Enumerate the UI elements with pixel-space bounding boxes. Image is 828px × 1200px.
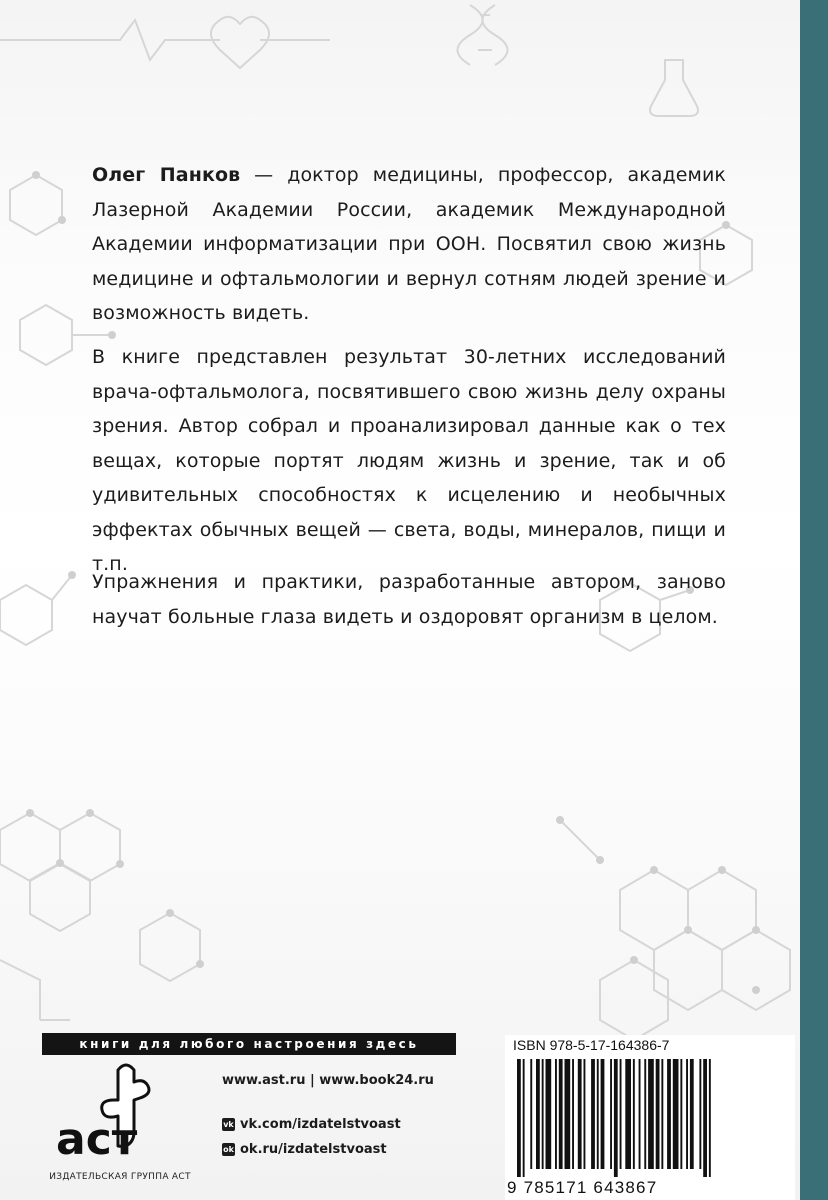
barcode-bar <box>614 1059 618 1177</box>
barcode <box>513 1059 783 1177</box>
barcode-bar <box>584 1059 586 1169</box>
publisher-caption: ИЗДАТЕЛЬСКАЯ ГРУППА АСТ <box>49 1172 191 1182</box>
barcode-bar <box>644 1059 646 1169</box>
barcode-bar <box>591 1059 595 1169</box>
barcode-bar <box>633 1059 635 1169</box>
barcode-bar <box>536 1059 540 1169</box>
barcode-bar <box>530 1059 532 1169</box>
isbn-barcode-area <box>505 1035 795 1200</box>
barcode-bar <box>620 1059 622 1169</box>
author-bio-text: — доктор медицины, профессор, академик Лазерной Академии России, академик Международной Академии информатизации при ООН. Посвятил свою жизнь медицине и офтальмологии и вернул сотням людей зрение и возможность видеть. <box>92 164 727 324</box>
barcode-bar <box>610 1059 612 1169</box>
barcode-bar <box>667 1059 671 1169</box>
barcode-bar <box>597 1059 599 1169</box>
barcode-bar <box>578 1059 582 1169</box>
molecule-icon <box>10 175 62 235</box>
book-description-text: В книге представлен результат 30-летних исследований врача-офтальмолога, посвятившего свою жизнь делу охраны зрения. Автор собрал и проанализировал данные как о тех вещах, которые портят людям жизнь и зрение, так и об удивительных способностях к исцелению и необычных эффектах обычных вещей — света, воды, минералов, пищи и т.п. <box>92 346 726 575</box>
barcode-bar <box>686 1059 688 1169</box>
barcode-bar <box>523 1059 525 1177</box>
ok-link[interactable] <box>222 1142 387 1157</box>
barcode-bar <box>559 1059 563 1169</box>
ok-icon: ok <box>223 1145 234 1154</box>
vk-link[interactable] <box>222 1117 401 1132</box>
author-bio-paragraph <box>92 158 726 331</box>
pulse-line <box>0 20 220 60</box>
logo-text: аст <box>56 1114 138 1165</box>
book-exercises-paragraph <box>92 565 726 634</box>
vk-link-text[interactable]: vk.com/izdatelstvoast <box>240 1117 401 1132</box>
isbn-number: ISBN 978-5-17-164386-7 <box>513 1037 670 1053</box>
barcode-digits: 9 785171 643867 <box>507 1178 658 1197</box>
author-name: Олег Панков <box>92 164 241 186</box>
book-exercises-text: Упражнения и практики, разработанные автором, заново научат больные глаза видеть и оздоровят организм в целом. <box>92 571 726 628</box>
website-links[interactable] <box>222 1073 434 1088</box>
barcode-bar <box>661 1059 663 1169</box>
barcode-bar <box>565 1059 571 1169</box>
vk-icon: vk <box>223 1120 234 1129</box>
flask-icon <box>650 60 698 116</box>
barcode-bar <box>546 1059 552 1169</box>
website-links-text[interactable]: www.ast.ru | www.book24.ru <box>222 1073 434 1088</box>
barcode-bar <box>542 1059 544 1169</box>
barcode-bar <box>709 1059 711 1177</box>
barcode-bar <box>555 1059 557 1169</box>
barcode-bar <box>517 1059 521 1177</box>
barcode-bar <box>601 1059 605 1169</box>
barcode-bar <box>673 1059 679 1169</box>
barcode-bar <box>699 1059 701 1169</box>
heart-pulse-icon <box>211 17 269 68</box>
ok-link-text[interactable]: ok.ru/izdatelstvoast <box>240 1142 387 1157</box>
slogan-banner: книги для любого настроения здесь <box>42 1033 456 1055</box>
ast-logo <box>48 1062 176 1168</box>
barcode-bar <box>572 1059 574 1169</box>
barcode-bar <box>625 1059 631 1169</box>
barcode-bar <box>690 1059 694 1169</box>
barcode-bar <box>656 1059 660 1169</box>
barcode-bar <box>680 1059 682 1169</box>
barcode-bar <box>703 1059 707 1177</box>
barcode-bar <box>648 1059 654 1169</box>
barcode-bar <box>639 1059 641 1169</box>
book-description-paragraph <box>92 340 726 582</box>
spine-stripe <box>800 0 828 1200</box>
